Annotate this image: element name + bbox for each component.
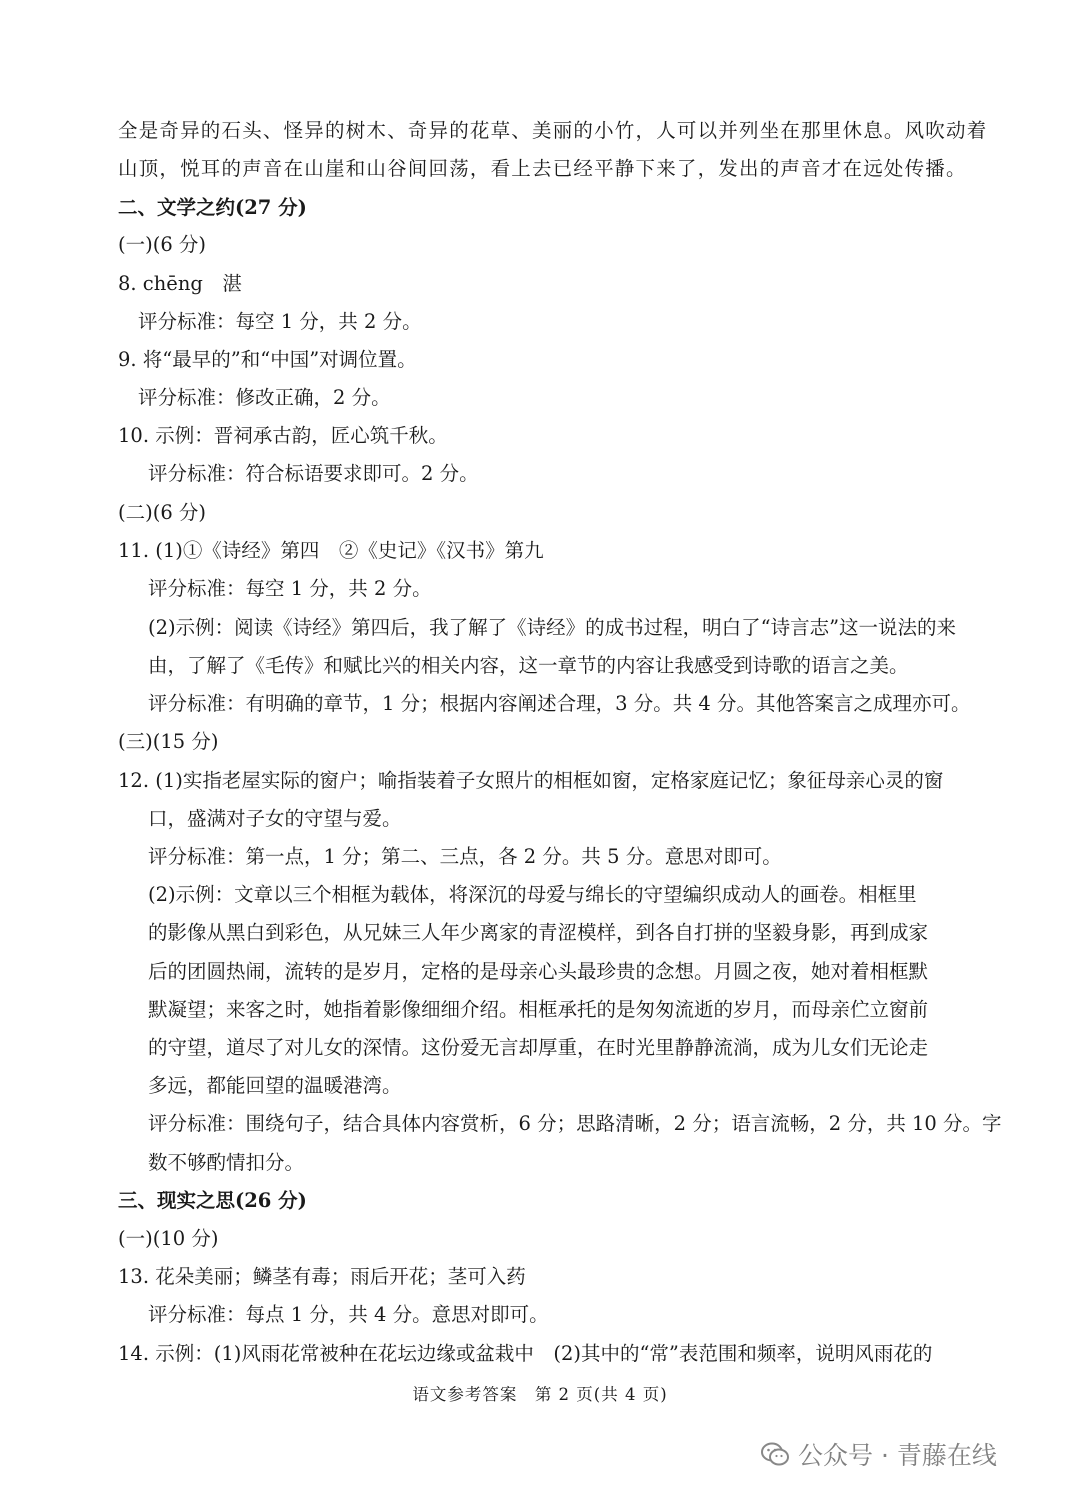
scoring-line: 评分标准：每空 1 分，共 2 分。 <box>138 310 422 333</box>
answer-line: 11. (1)①《诗经》第四 ②《史记》《汉书》第九 <box>118 539 544 562</box>
watermark <box>760 1434 997 1474</box>
section-heading: 三、现实之思(26 分) <box>118 1189 307 1212</box>
answer-line: 默凝望；来客之时，她指着影像细细介绍。相框承托的是匆匆流逝的岁月，而母亲伫立窗前 <box>148 998 929 1021</box>
answer-line: 的守望，道尽了对儿女的深情。这份爱无言却厚重，在时光里静静流淌，成为儿女们无论走 <box>148 1036 929 1059</box>
subsection-heading: (一)(6 分) <box>118 233 207 256</box>
answer-line: 后的团圆热闹，流转的是岁月，定格的是母亲心头最珍贵的念想。月圆之夜，她对着相框默 <box>148 960 929 983</box>
answer-line: 的影像从黑白到彩色，从兄妹三人年少离家的青涩模样，到各自打拼的坚毅身影，再到成家 <box>148 921 929 944</box>
text-line: 全是奇异的石头、怪异的树木、奇异的花草、美丽的小竹，人可以并列坐在那里休息。风吹动着 <box>118 119 988 142</box>
subsection-heading: (三)(15 分) <box>118 730 219 753</box>
answer-line: (2)示例：阅读《诗经》第四后，我了解了《诗经》的成书过程，明白了“诗言志”这一说法的来 <box>148 616 957 639</box>
answer-line: 10. 示例：晋祠承古韵，匠心筑千秋。 <box>118 424 448 447</box>
section-heading: 二、文学之约(27 分) <box>118 196 307 219</box>
scoring-line: 数不够酌情扣分。 <box>148 1151 305 1174</box>
answer-line: 多远，都能回望的温暖港湾。 <box>148 1074 402 1097</box>
scoring-line: 评分标准：有明确的章节，1 分；根据内容阐述合理，3 分。共 4 分。其他答案言之成理亦可。 <box>148 692 971 715</box>
answer-line: (2)示例：文章以三个相框为载体，将深沉的母爱与绵长的守望编织成动人的画卷。相框里 <box>148 883 917 906</box>
scoring-line: 评分标准：每空 1 分，共 2 分。 <box>148 577 432 600</box>
wechat-icon <box>760 1441 790 1467</box>
page-footer: 语文参考答案 第 2 页(共 4 页) <box>412 1385 668 1404</box>
subsection-heading: (二)(6 分) <box>118 501 207 524</box>
scoring-line: 评分标准：每点 1 分，共 4 分。意思对即可。 <box>148 1303 549 1326</box>
answer-line: 14. 示例：(1)风雨花常被种在花坛边缘或盆栽中 (2)其中的“常”表范围和频率，说明风雨花的 <box>118 1342 933 1365</box>
scoring-line: 评分标准：围绕句子，结合具体内容赏析，6 分；思路清晰，2 分；语言流畅，2 分，共 10 分。字 <box>148 1112 1002 1135</box>
scoring-line: 评分标准：符合标语要求即可。2 分。 <box>148 462 479 485</box>
answer-line: 9. 将“最早的”和“中国”对调位置。 <box>118 348 417 371</box>
subsection-heading: (一)(10 分) <box>118 1227 219 1250</box>
answer-line: 8. chēng 湛 <box>118 272 242 295</box>
scoring-line: 评分标准：第一点，1 分；第二、三点，各 2 分。共 5 分。意思对即可。 <box>148 845 782 868</box>
text-line: 山顶，悦耳的声音在山崖和山谷间回荡，看上去已经平静下来了，发出的声音才在远处传播。 <box>118 157 967 180</box>
answer-line: 13. 花朵美丽；鳞茎有毒；雨后开花；茎可入药 <box>118 1265 526 1288</box>
answer-line: 由，了解了《毛传》和赋比兴的相关内容，这一章节的内容让我感受到诗歌的语言之美。 <box>148 654 909 677</box>
answer-line: 12. (1)实指老屋实际的窗户；喻指装着子女照片的相框如窗，定格家庭记忆；象征母亲心灵的窗 <box>118 769 944 792</box>
scoring-line: 评分标准：修改正确，2 分。 <box>138 386 391 409</box>
watermark-text: 公众号 · 青藤在线 <box>798 1441 997 1470</box>
answer-line: 口，盛满对子女的守望与爱。 <box>148 807 402 830</box>
